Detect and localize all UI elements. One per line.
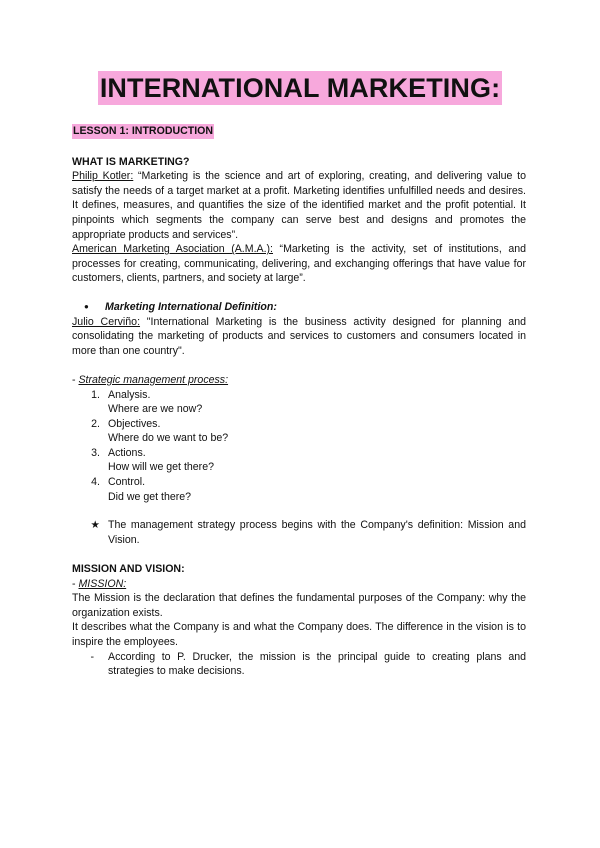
document-body bbox=[72, 124, 526, 679]
strategic-steps-list bbox=[72, 388, 526, 505]
intl-definition-heading: Marketing International Definition: bbox=[105, 300, 277, 313]
mission-subheading-text: MISSION: bbox=[78, 577, 127, 590]
list-item bbox=[72, 475, 526, 504]
kotler-text: “Marketing is the science and art of exploring, creating, and delivering value to satisfy the needs of a target market at a profit. Marketing identifies unfulfilled needs and desires. It defines, measures, and quantifies the size of the identified market and the profit potential. It pinpoints which segments the company can serve best and designs and promotes the appropriate products and services”. bbox=[72, 170, 526, 241]
step-number: 4. bbox=[91, 476, 100, 489]
list-item bbox=[72, 417, 526, 446]
mission-vision-heading: MISSION AND VISION: bbox=[72, 563, 185, 576]
bullet-icon: ● bbox=[84, 301, 89, 311]
cervino-author: Julio Cerviño: bbox=[72, 315, 141, 328]
step-question: Where do we want to be? bbox=[108, 432, 229, 445]
lesson-heading: LESSON 1: INTRODUCTION bbox=[73, 125, 214, 137]
star-icon: ★ bbox=[90, 519, 100, 532]
mission-prefix: - bbox=[72, 577, 79, 590]
ama-definition bbox=[72, 242, 526, 286]
intl-definition-bullet bbox=[72, 300, 526, 315]
step-number: 3. bbox=[91, 446, 100, 459]
step-question: How will we get there? bbox=[108, 461, 214, 474]
mission-paragraph-1: The Mission is the declaration that defines the fundamental purposes of the Company: why the organization exists. bbox=[72, 592, 526, 619]
step-question: Where are we now? bbox=[108, 403, 203, 416]
mission-paragraph-2: It describes what the Company is and what the Company does. The difference in the vision is to inspire the employees. bbox=[72, 621, 526, 648]
step-number: 2. bbox=[91, 417, 100, 430]
strategic-heading-text: Strategic management process: bbox=[78, 373, 229, 386]
ama-text: “Marketing is the activity, set of institutions, and processes for creating, communicating, delivering, and exchanging offerings that have value for customers, clients, partners, and society at large”. bbox=[72, 243, 526, 285]
cervino-definition bbox=[72, 315, 526, 359]
drucker-item bbox=[72, 650, 526, 679]
document-title: INTERNATIONAL MARKETING: bbox=[99, 73, 501, 103]
step-label: Objectives. bbox=[108, 417, 161, 430]
step-label: Actions. bbox=[108, 446, 146, 459]
mission-subheading bbox=[72, 577, 526, 592]
kotler-definition bbox=[72, 169, 526, 242]
kotler-author: Philip Kotler: bbox=[72, 170, 134, 183]
ama-author: American Marketing Asociation (A.M.A.): bbox=[72, 243, 273, 256]
strategic-prefix: - bbox=[72, 373, 79, 386]
what-is-marketing-heading: WHAT IS MARKETING? bbox=[72, 155, 190, 168]
list-item bbox=[72, 388, 526, 417]
step-label: Analysis. bbox=[108, 388, 151, 401]
star-note-text: The management strategy process begins with the Company's definition: Mission and Vision. bbox=[108, 519, 526, 546]
dash-icon: - bbox=[90, 650, 94, 663]
cervino-text: "International Marketing is the business activity designed for planning and consolidating the marketing of products and services to customers and consumers located in more than one country". bbox=[72, 315, 526, 357]
step-question: Did we get there? bbox=[108, 490, 192, 503]
strategic-heading bbox=[72, 373, 526, 388]
step-number: 1. bbox=[91, 388, 100, 401]
star-note bbox=[72, 518, 526, 547]
drucker-text: According to P. Drucker, the mission is the principal guide to creating plans and strategies to make decisions. bbox=[108, 650, 526, 678]
title-container bbox=[0, 71, 600, 105]
step-label: Control. bbox=[108, 476, 146, 489]
list-item bbox=[72, 446, 526, 475]
